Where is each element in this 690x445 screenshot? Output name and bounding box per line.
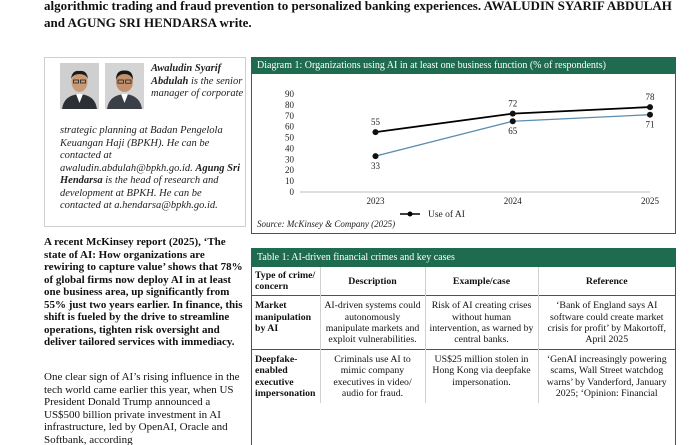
- y-tick-label: 10: [285, 176, 294, 187]
- table-cell: ‘Bank of England says AI software could create market crisis for profit’ by Makortoff, April 2025: [547, 300, 667, 346]
- legend-label: Use of AI: [428, 210, 465, 219]
- data-point: [510, 111, 516, 117]
- table-cell: AI-driven systems could autonomously manipulate markets and exploit vulnerabilities.: [320, 296, 425, 350]
- x-tick-label: 2023: [366, 196, 385, 206]
- table-title: Table 1: AI-driven financial crimes and key cases: [252, 249, 675, 267]
- table-header-cell: Description: [320, 267, 425, 296]
- data-point: [510, 118, 516, 124]
- table-row: [252, 296, 675, 350]
- x-tick-label: 2025: [641, 196, 659, 206]
- table-row: [252, 350, 675, 403]
- data-point: [647, 104, 653, 110]
- data-point: [372, 153, 378, 159]
- author-name-2: Agung Sri Hendarsa: [60, 162, 241, 186]
- table-header-row: [252, 267, 675, 296]
- data-label: 71: [645, 119, 655, 130]
- intro-text: algorithmic trading and fraud prevention to personalized banking experiences. AWALUDIN SYARIF ABDULAH and AGUNG SRI HENDARSA write.: [44, 0, 672, 30]
- table-cell: ‘GenAI increasingly powering scams, Wall Street watchdog warns’ by Vanderford, January 2025; ‘Opinion: Financial: [546, 354, 667, 399]
- y-tick-label: 40: [285, 143, 294, 154]
- author-photo-2: [105, 63, 144, 109]
- y-tick-label: 30: [285, 154, 294, 165]
- legend-marker: [408, 212, 413, 217]
- author-bio-head-text: is the senior manager of corporate: [151, 75, 244, 99]
- author-photo-1: [60, 63, 99, 109]
- article-paragraph: One clear sign of AI’s rising influence in the tech world came earlier this year, when US President Donald Trump announced a US$500 billion private investment in AI infrastructure, led by OpenAI, Oracle and Softbank, according: [44, 371, 240, 445]
- author-name-1: Awaludin Syarif Abdulah: [151, 63, 222, 87]
- author-bio-intro: [151, 63, 246, 101]
- table-header-cell: Type of crime/ concern: [252, 267, 320, 296]
- x-tick-label: 2024: [503, 196, 522, 206]
- table-cell: Risk of AI creating crises without human intervention, as warned by central banks.: [425, 296, 538, 350]
- author-box: [44, 57, 246, 227]
- y-tick-label: 80: [285, 99, 294, 110]
- data-point: [372, 129, 378, 135]
- data-point: [647, 112, 653, 118]
- table-cell: Market manipulation by AI: [252, 296, 320, 350]
- table-cell: Criminals use AI to mimic company executives in video/ audio for fraud.: [320, 350, 425, 403]
- data-label: 78: [645, 92, 655, 103]
- line-chart: [252, 74, 675, 219]
- y-tick-label: 60: [285, 121, 294, 132]
- crime-table: [252, 267, 675, 403]
- data-label: 65: [508, 126, 518, 137]
- data-label: 55: [370, 117, 380, 128]
- chart-source: Source: McKinsey & Company (2025): [257, 219, 396, 229]
- table-cell: US$25 million stolen in Hong Kong via deepfake impersonation.: [425, 350, 538, 403]
- y-tick-label: 50: [285, 132, 294, 143]
- author-bio-1: strategic planning at Badan Pengelola Keuangan Haji (BPKH). He can be contacted at awaludin.abdulah@bpkh.go.id.: [60, 125, 223, 174]
- author-bio-2: is the head of research and development at BPKH. He can be contacted at a.hendarsa@bpkh.go.id.: [60, 175, 219, 211]
- author-bio-body: [60, 125, 244, 213]
- y-tick-label: 0: [289, 187, 294, 197]
- table-header-cell: Example/case: [425, 267, 538, 296]
- chart-figure: [251, 57, 676, 234]
- crime-table-figure: [251, 248, 676, 445]
- y-tick-label: 90: [285, 89, 294, 99]
- y-tick-label: 20: [285, 165, 294, 176]
- y-tick-label: 70: [285, 110, 294, 121]
- table-cell: Deepfake-enabled executive impersonation: [252, 350, 320, 403]
- article-lead: A recent McKinsey report (2025), ‘The state of AI: How organizations are rewiring to capture value’ shows that 78% of global firms now deploy AI in at least one business area, up significantly from 55% just two years earlier. In finance, this shift is fueled by the drive to streamline operations, tighten risk oversight and deliver tailored services with immediacy.: [44, 236, 243, 348]
- table-header-cell: Reference: [585, 275, 628, 287]
- data-label: 72: [508, 98, 518, 109]
- chart-title: Diagram 1: Organizations using AI in at least one business function (% of respondents): [252, 58, 675, 74]
- data-label: 33: [370, 161, 380, 172]
